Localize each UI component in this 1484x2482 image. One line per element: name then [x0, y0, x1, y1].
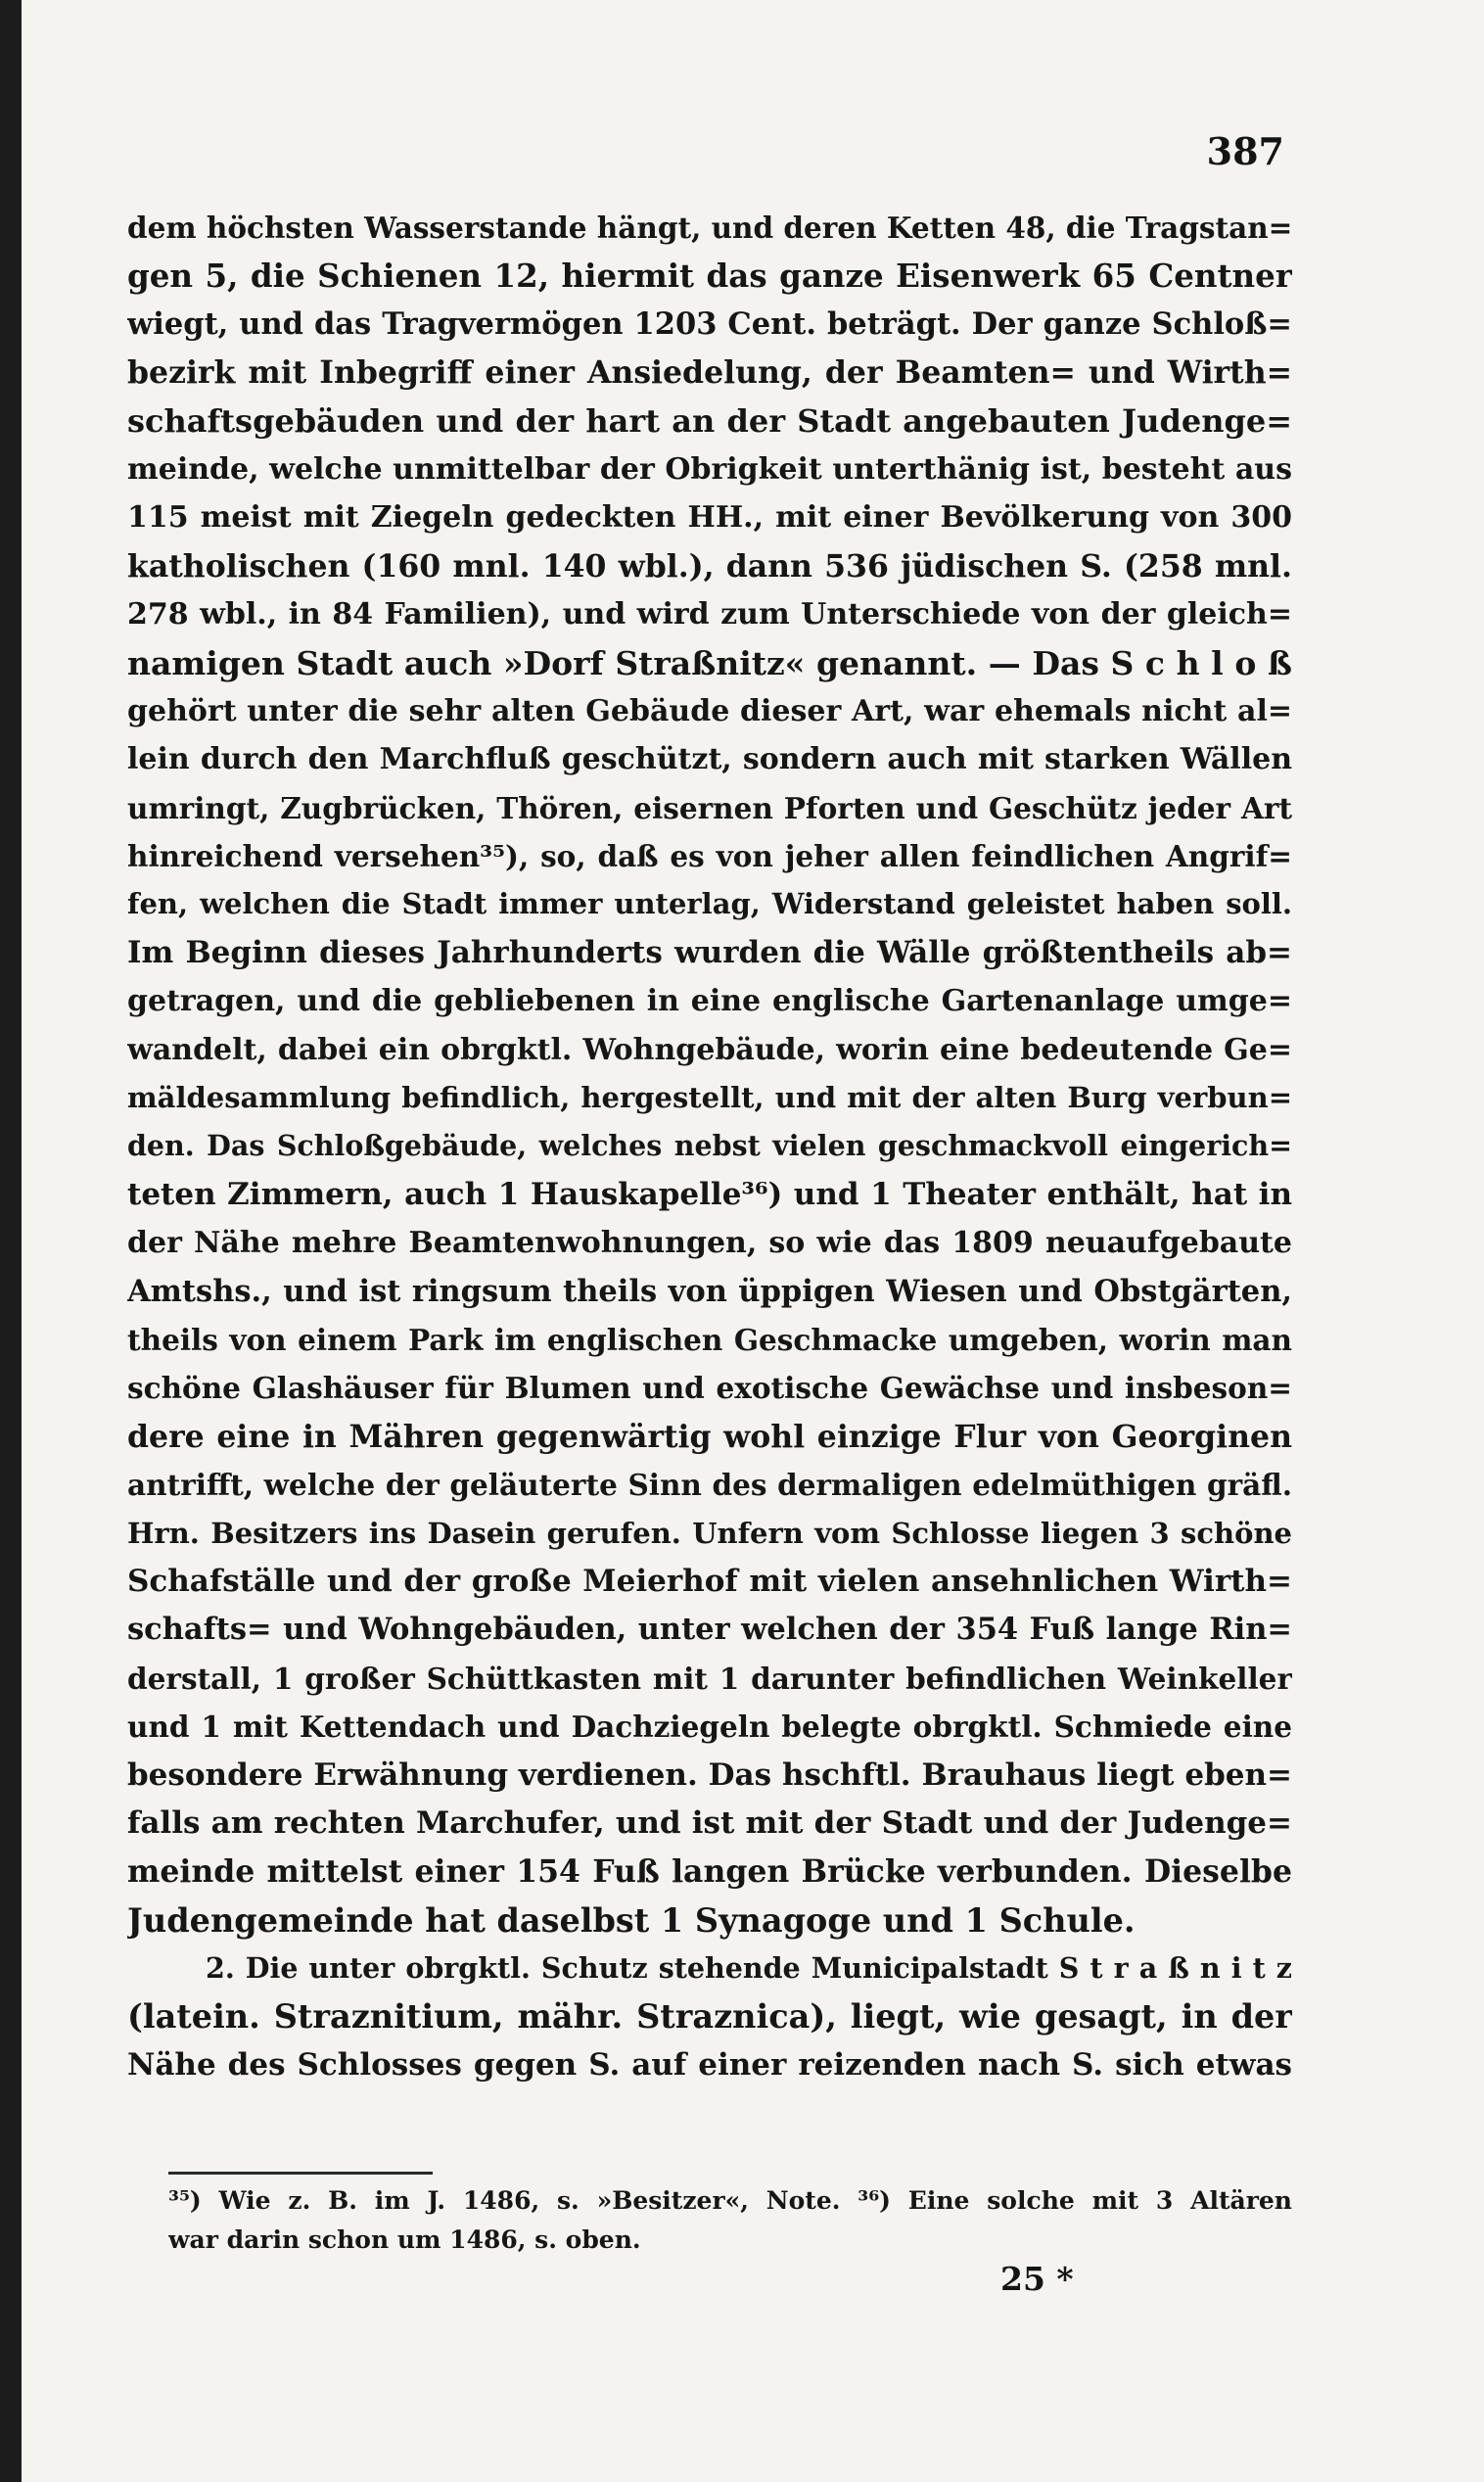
text-line: mäldesammlung befindlich, hergestellt, und mit der alten Burg verbun=	[127, 1081, 1292, 1115]
text-line: hinreichend versehen³⁵), so, daß es von jeher allen feindlichen Angrif=	[127, 839, 1292, 874]
text-line: meinde mittelst einer 154 Fuß langen Brücke verbunden. Dieselbe	[127, 1853, 1292, 1891]
text-line: Nähe des Schlosses gegen S. auf einer reizenden nach S. sich etwas	[127, 2046, 1292, 2083]
text-line: dem höchsten Wasserstande hängt, und deren Ketten 48, die Tragstan=	[127, 211, 1292, 245]
text-line: besondere Erwähnung verdienen. Das hschftl. Brauhaus liegt eben=	[127, 1756, 1292, 1793]
text-line: teten Zimmern, auch 1 Hauskapelle³⁶) und 1 Theater enthält, hat in	[127, 1176, 1292, 1212]
text-line: den. Das Schloßgebäude, welches nebst vielen geschmackvoll eingerich=	[127, 1129, 1292, 1163]
text-line: Hrn. Besitzers ins Dasein gerufen. Unfern vom Schlosse liegen 3 schöne	[127, 1516, 1292, 1550]
text-line: derstall, 1 großer Schüttkasten mit 1 darunter befindlichen Weinkeller	[127, 1661, 1292, 1696]
footnote-line: ³⁵) Wie z. B. im J. 1486, s. »Besitzer«, Note. ³⁶) Eine solche mit 3 Altären	[168, 2186, 1292, 2215]
text-line: meinde, welche unmittelbar der Obrigkeit unterthänig ist, besteht aus	[127, 451, 1292, 487]
page-number: 387	[1206, 129, 1284, 173]
text-line: 278 wbl., in 84 Familien), und wird zum Unterschiede von der gleich=	[127, 597, 1292, 632]
text-line: theils von einem Park im englischen Geschmacke umgeben, worin man	[127, 1322, 1292, 1357]
text-line: der Nähe mehre Beamtenwohnungen, so wie das 1809 neuaufgebaute	[127, 1226, 1292, 1261]
text-line: Schafställe und der große Meierhof mit vielen ansehnlichen Wirth=	[127, 1563, 1292, 1599]
text-line: namigen Stadt auch »Dorf Straßnitz« genannt. — Das S c h l o ß	[127, 643, 1292, 682]
text-line: schafts= und Wohngebäuden, unter welchen der 354 Fuß lange Rin=	[127, 1612, 1292, 1648]
text-line: Im Beginn dieses Jahrhunderts wurden die Wälle größtentheils ab=	[127, 934, 1292, 970]
signature-mark: 25 *	[1000, 2260, 1074, 2298]
text-line: fen, welchen die Stadt immer unterlag, Widerstand geleistet haben soll.	[127, 887, 1292, 921]
footnote-separator	[168, 2172, 433, 2175]
body-text	[127, 204, 1292, 2089]
text-line: und 1 mit Kettendach und Dachziegeln belegte obrgktl. Schmiede eine	[127, 1709, 1292, 1745]
text-line: (latein. Straznitium, mähr. Straznica), liegt, wie gesagt, in der	[127, 1997, 1292, 2037]
text-line: schöne Glashäuser für Blumen und exotische Gewächse und insbeson=	[127, 1371, 1292, 1406]
text-line: gehört unter die sehr alten Gebäude dieser Art, war ehemals nicht al=	[127, 693, 1292, 728]
text-line: wandelt, dabei ein obrgktl. Wohngebäude, worin eine bedeutende Ge=	[127, 1032, 1292, 1067]
text-line: wiegt, und das Tragvermögen 1203 Cent. beträgt. Der ganze Schloß=	[127, 305, 1292, 342]
text-line: antrifft, welche der geläuterte Sinn des dermaligen edelmüthigen gräfl.	[127, 1468, 1292, 1503]
footnotes	[168, 2181, 1292, 2260]
text-line: Judengemeinde hat daselbst 1 Synagoge und 1 Schule.	[127, 1900, 1136, 1940]
text-line: lein durch den Marchfluß geschützt, sondern auch mit starken Wällen	[127, 742, 1292, 777]
text-line: 115 meist mit Ziegeln gedeckten HH., mit einer Bevölkerung von 300	[127, 500, 1292, 536]
footnote-line: war darin schon um 1486, s. oben.	[168, 2225, 641, 2254]
text-line: gen 5, die Schienen 12, hiermit das ganze Eisenwerk 65 Centner	[127, 257, 1292, 296]
text-line: schaftsgebäuden und der hart an der Stadt angebauten Judenge=	[127, 401, 1292, 440]
text-line: Amtshs., und ist ringsum theils von üppigen Wiesen und Obstgärten,	[127, 1273, 1292, 1309]
text-line: katholischen (160 mnl. 140 wbl.), dann 536 jüdischen S. (258 mnl.	[127, 547, 1292, 585]
text-line: 2. Die unter obrgktl. Schutz stehende Municipalstadt S t r a ß n i t z	[206, 1951, 1292, 1986]
book-page	[22, 0, 1484, 2482]
text-line: umringt, Zugbrücken, Thören, eisernen Pforten und Geschütz jeder Art	[127, 790, 1292, 825]
text-line: dere eine in Mähren gegenwärtig wohl einzige Flur von Georginen	[127, 1418, 1292, 1455]
text-line: bezirk mit Inbegriff einer Ansiedelung, der Beamten= und Wirth=	[127, 354, 1292, 392]
text-line: getragen, und die gebliebenen in eine englische Gartenanlage umge=	[127, 984, 1292, 1019]
text-line: falls am rechten Marchufer, und ist mit der Stadt und der Judenge=	[127, 1804, 1292, 1841]
